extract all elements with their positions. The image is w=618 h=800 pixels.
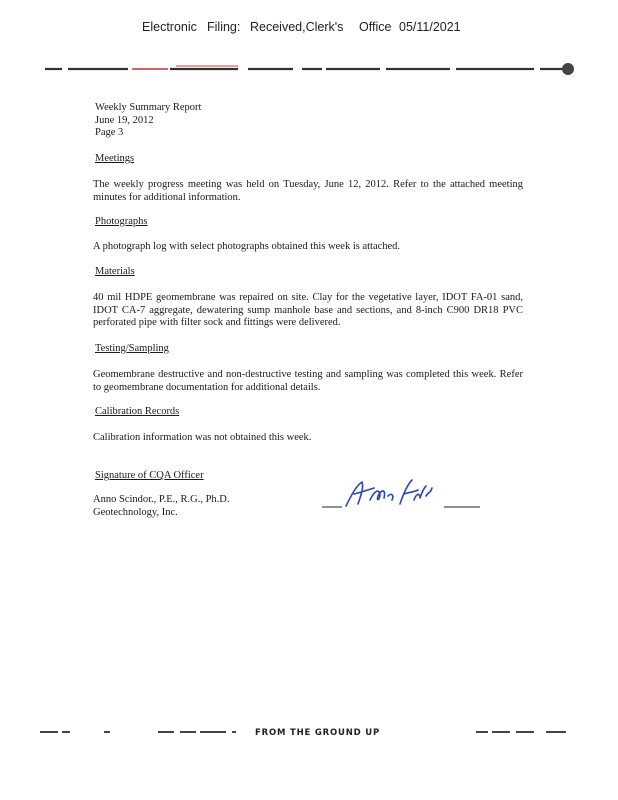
stamp-word-office: Office [359,20,392,34]
signatory-name: Anno Scindor., P.E., R.G., Ph.D. [93,494,230,505]
signature-graphic [318,474,488,514]
section-body-photographs: A photograph log with select photographs obtained this week is attached. [93,241,401,252]
section-title-testing: Testing/Sampling [95,343,169,354]
letterhead-dot [562,63,574,75]
section-title-meetings: Meetings [95,153,135,164]
section-body-testing: Geomembrane destructive and non-destructive testing and sampling was completed this week. Refer to geomembrane documentation for additional details. [93,369,523,393]
section-title-photographs: Photographs [95,216,148,227]
signatory-block [93,494,230,519]
stamp-date: 05/11/2021 [399,20,461,34]
section-title-materials: Materials [95,266,135,277]
section-body-meetings: The weekly progress meeting was held on Tuesday, June 12, 2012. Refer to the attached meeting minutes for additional information. [93,179,523,203]
report-date: June 19, 2012 [95,114,154,126]
section-body-materials: 40 mil HDPE geomembrane was repaired on site. Clay for the vegetative layer, IDOT FA-01 sand, IDOT CA-7 aggregate, dewatering sump manhole base and sections, and 8-inch C900 DR18 PVC perforated pipe with filter sock and fittings were delivered. [93,292,523,328]
signatory-company: Geotechnology, Inc. [93,506,178,518]
letterhead-rule [0,0,618,90]
report-header [95,102,201,140]
section-title-calibration: Calibration Records [95,406,180,417]
section-body-calibration: Calibration information was not obtained this week. [93,432,312,443]
report-title: Weekly Summary Report [95,102,202,113]
stamp-word-electronic: Electronic [142,20,197,34]
page-number: Page 3 [95,127,124,138]
signature-section-title: Signature of CQA Officer [95,470,204,481]
footer-tagline: FROM THE GROUND UP [255,728,380,738]
stamp-word-received: Received,Clerk's [250,20,344,34]
stamp-word-filing: Filing: [207,20,241,34]
